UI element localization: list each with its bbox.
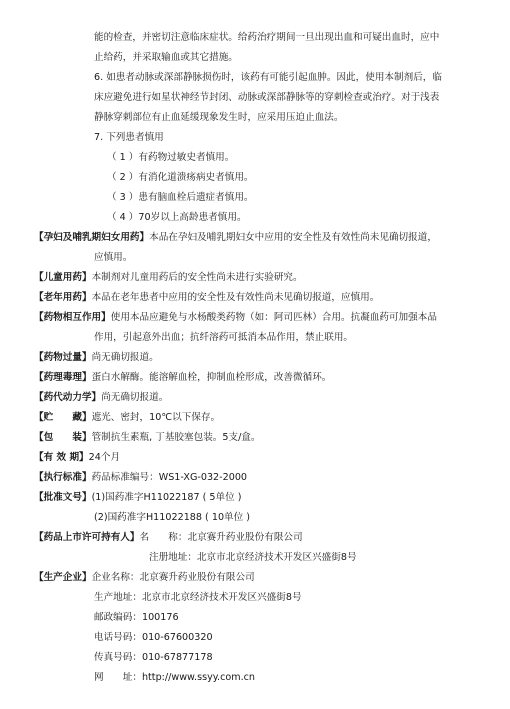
section-label: 【药品上市许可持有人】 xyxy=(34,532,140,543)
section-holder xyxy=(34,532,303,543)
section-pharmacokinetics xyxy=(34,392,168,403)
section-text: 药品标准编号：WS1-XG-032-2000 xyxy=(91,472,248,483)
section-label: 【批准文号】 xyxy=(34,492,92,503)
section-manufacturer xyxy=(34,572,255,583)
section-label: 【执行标准】 xyxy=(34,472,92,483)
list-item: （ 3 ）患有脑血栓后遗症者慎用。 xyxy=(107,192,254,203)
text-line: 6. 如患者动脉或深部静脉损伤时，该药有可能引起血肿。因此，使用本制剂后，临 xyxy=(94,72,442,83)
manufacturer-website: 网 址：http://www.ssyy.com.cn xyxy=(94,672,255,683)
text-line: 7. 下列患者慎用 xyxy=(94,132,164,143)
section-label: 【生产企业】 xyxy=(34,572,92,583)
manufacturer-fax: 传真号码：010-67877178 xyxy=(94,652,213,663)
section-label: 【孕妇及哺乳期妇女用药】 xyxy=(34,232,150,243)
section-text: 遮光、密封，10℃以下保存。 xyxy=(91,412,221,423)
section-text-continued: (2)国药准字H11022188 ( 10单位 ) xyxy=(94,512,251,523)
section-text: 尚无确切报道。 xyxy=(101,392,169,403)
section-label: 【药物相互作用】 xyxy=(34,312,111,323)
section-text: 24个月 xyxy=(88,452,121,463)
section-label: 【药物过量】 xyxy=(34,352,92,363)
section-text-continued: 注册地址：北京市北京经济技术开发区兴盛街8号 xyxy=(149,552,357,563)
section-text: 名 称：北京赛升药业股份有限公司 xyxy=(139,532,303,543)
section-elderly xyxy=(34,292,379,303)
list-item: （ 1 ）有药物过敏史者慎用。 xyxy=(107,152,235,163)
section-toxicology xyxy=(34,372,331,383)
section-interaction xyxy=(34,312,437,323)
section-label: 【有 效 期】 xyxy=(34,452,89,463)
section-pregnancy xyxy=(34,232,437,243)
section-text: 使用本品应避免与水杨酸类药物（如：阿司匹林）合用。抗凝血药可加强本品 xyxy=(110,312,437,323)
list-item: （ 4 ）70岁以上高龄患者慎用。 xyxy=(107,212,247,223)
section-children xyxy=(34,272,303,283)
section-text: 蛋白水解酶。能溶解血栓，抑制血栓形成，改善微循环。 xyxy=(91,372,332,383)
manufacturer-address: 生产地址：北京市北京经济技术开发区兴盛街8号 xyxy=(94,592,302,603)
section-label: 【老年用药】 xyxy=(34,292,92,303)
manufacturer-phone: 电话号码：010-67600320 xyxy=(94,632,213,643)
section-text: 本品在孕妇及哺乳期妇女中应用的安全性及有效性尚未见确切报道， xyxy=(149,232,437,243)
text-line: 静脉穿刺部位有止血延缓现象发生时，应采用压迫止血法。 xyxy=(94,112,344,123)
section-approval xyxy=(34,492,242,503)
section-storage xyxy=(34,412,220,423)
section-standard xyxy=(34,472,247,483)
section-label: 【贮 藏】 xyxy=(34,412,92,423)
section-overdose xyxy=(34,352,159,363)
section-label: 【药理毒理】 xyxy=(34,372,92,383)
section-text-continued: 应慎用。 xyxy=(94,252,133,263)
section-package xyxy=(34,432,261,443)
text-line: 床应避免进行如星状神经节封闭、动脉或深部静脉等的穿刺检查或治疗。对于浅表 xyxy=(94,92,440,103)
section-label: 【包 装】 xyxy=(34,432,92,443)
section-text-continued: 作用，引起意外出血；抗纤溶药可抵消本品作用，禁止联用。 xyxy=(94,332,354,343)
text-line: 止给药，并采取输血或其它措施。 xyxy=(94,52,238,63)
manufacturer-postcode: 邮政编码：100176 xyxy=(94,612,179,623)
list-item: （ 2 ）有消化道溃疡病史者慎用。 xyxy=(107,172,254,183)
text-line: 能的检查，并密切注意临床症状。给药治疗期间一旦出现出血和可疑出血时，应中 xyxy=(94,32,440,43)
section-label: 【儿童用药】 xyxy=(34,272,92,283)
section-text: 管制抗生素瓶, 丁基胶塞包装。5支/盒。 xyxy=(91,432,261,443)
section-text: 尚无确切报道。 xyxy=(91,352,159,363)
section-text: 本制剂对儿童用药后的安全性尚未进行实验研究。 xyxy=(91,272,303,283)
section-label: 【药代动力学】 xyxy=(34,392,102,403)
section-validity xyxy=(34,452,120,463)
section-text: 企业名称：北京赛升药业股份有限公司 xyxy=(91,572,255,583)
section-text: (1)国药准字H11022187 ( 5单位 ) xyxy=(91,492,242,503)
section-text: 本品在老年患者中应用的安全性及有效性尚未见确切报道，应慎用。 xyxy=(91,292,380,303)
